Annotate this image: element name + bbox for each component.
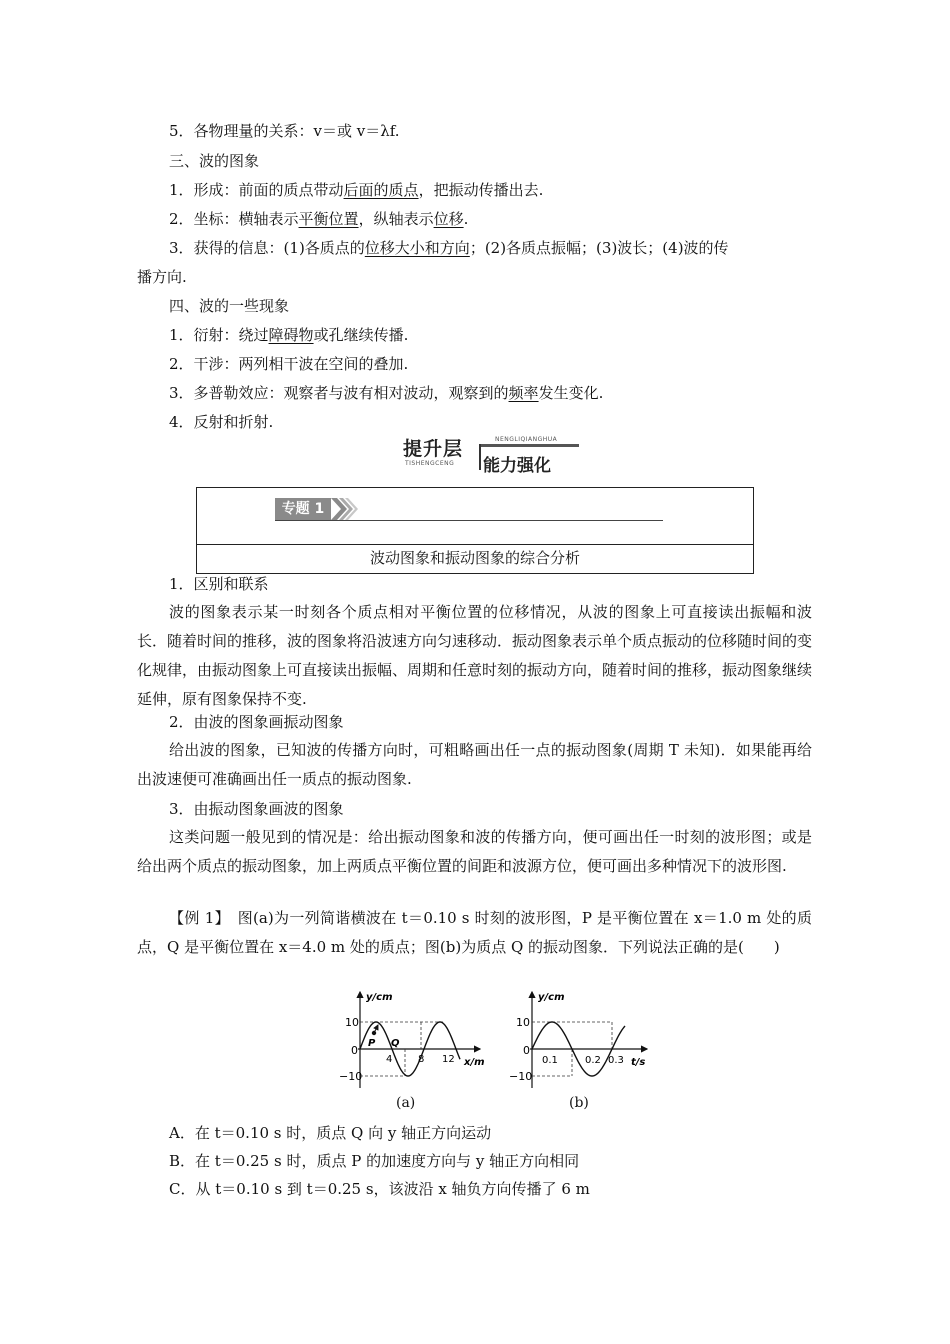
item-coordinates: 2．坐标：横轴表示平衡位置，纵轴表示位移.: [169, 210, 469, 228]
item-information: 3．获得的信息：(1)各质点的位移大小和方向；(2)各质点振幅；(3)波长；(4)波的传: [169, 239, 729, 257]
figure-a-ytick-zero: 0: [351, 1044, 358, 1057]
figure-a-xlabel: x/m: [464, 1057, 485, 1068]
option-b: B．在 t＝0.25 s 时，质点 P 的加速度方向与 y 轴正方向相同: [169, 1152, 580, 1170]
figure-b-ytick-zero: 0: [523, 1044, 530, 1057]
paragraph-difference: 波的图象表示某一时刻各个质点相对平衡位置的位移情况，从波的图象上可直接读出振幅和波长．随着时间的推移，波的图象将沿波速方向匀速移动．振动图象表示单个质点振动的位移随时间的变化规律，由振动图象上可直接读出振幅、周期和任意时刻的振动方向，随着时间的推移，振动图象继续延伸，原有图象保持不变.: [137, 603, 813, 708]
section-heading-phenomena: 四、波的一些现象: [169, 297, 290, 315]
figure-a-ylabel: y/cm: [366, 992, 393, 1003]
figure-b-ytick-top: 10: [516, 1016, 530, 1029]
figure-a-ytick-top: 10: [345, 1016, 359, 1029]
topic-tag-stripes: [331, 498, 361, 520]
example-1: 【例 1】 图(a)为一列简谐横波在 t＝0.10 s 时刻的波形图，P 是平衡位置在 x＝1.0 m 处的质点，Q 是平衡位置在 x＝4.0 m 处的质点；图(b)为质点 Q 的振动图象．下列说法正确的是( ): [137, 909, 812, 956]
figure-b-vibration-graph: [507, 988, 667, 1093]
relation-line: 5．各物理量的关系：v＝或 v＝λf.: [169, 122, 400, 140]
banner-divider: [479, 444, 481, 470]
item-formation: 1．形成：前面的质点带动后面的质点，把振动传播出去.: [169, 181, 544, 199]
topic-tag: 专题 1: [275, 498, 331, 520]
figure-a-ytick-bottom: −10: [339, 1070, 363, 1083]
figure-b-ttick-02: 0.2: [585, 1055, 601, 1066]
item-doppler: 3．多普勒效应：观察者与波有相对波动，观察到的频率发生变化.: [169, 384, 604, 402]
topic-box: [196, 487, 754, 574]
item-information-cont: 播方向.: [137, 268, 187, 286]
paragraph-vibration-to-wave: 这类问题一般见到的情况是：给出振动图象和波的传播方向，便可画出任一时刻的波形图；或是给出两个质点的振动图象，加上两质点平衡位置的间距和波源方位，便可画出多种情况下的波形图.: [137, 828, 812, 875]
heading-wave-to-vibration: 2．由波的图象画振动图象: [169, 713, 344, 731]
figure-b-ytick-bottom: −10: [509, 1070, 533, 1083]
topic-title: 波动图象和振动图象的综合分析: [369, 549, 580, 567]
level-banner: [403, 434, 583, 476]
section-heading-wave-image: 三、波的图象: [169, 152, 260, 170]
figure-b-ttick-01: 0.1: [542, 1055, 558, 1066]
figure-b-ttick-03: 0.3: [608, 1055, 624, 1066]
banner-left-title: 提升层: [403, 438, 464, 460]
figure-a-xtick-8: 8: [418, 1054, 425, 1065]
item-diffraction: 1．衍射：绕过障碍物或孔继续传播.: [169, 326, 409, 344]
banner-right-title: 能力强化: [483, 456, 551, 476]
figure-a-label-q: Q: [391, 1038, 400, 1049]
figure-a-xtick-4: 4: [386, 1054, 393, 1065]
figure-b-ylabel: y/cm: [538, 992, 565, 1003]
heading-vibration-to-wave: 3．由振动图象画波的图象: [169, 800, 344, 818]
item-interference: 2．干涉：两列相干波在空间的叠加.: [169, 355, 409, 373]
paragraph-wave-to-vibration: 给出波的图象，已知波的传播方向时，可粗略画出任一点的振动图象(周期 T 未知)．如果能再给出波速便可准确画出任一质点的振动图象.: [137, 741, 812, 788]
option-a: A．在 t＝0.10 s 时，质点 Q 向 y 轴正方向运动: [169, 1124, 492, 1142]
figure-a-caption: (a): [396, 1095, 416, 1111]
banner-right-pinyin: NENGLIQIANGHUA: [495, 436, 558, 443]
banner-bar: [479, 444, 579, 447]
item-reflection: 4．反射和折射.: [169, 413, 274, 431]
figure-a-label-p: P: [368, 1038, 376, 1049]
option-c: C．从 t＝0.10 s 到 t＝0.25 s，该波沿 x 轴负方向传播了 6 m: [169, 1180, 590, 1198]
figure-a-wave-graph: [330, 988, 490, 1093]
figure-b-caption: (b): [569, 1095, 589, 1111]
heading-difference: 1．区别和联系: [169, 575, 269, 593]
topic-underline: [275, 520, 663, 521]
figure-a-xtick-12: 12: [442, 1054, 455, 1065]
banner-left-pinyin: TISHENGCENG: [405, 460, 455, 467]
figure-b-xlabel: t/s: [631, 1057, 646, 1068]
